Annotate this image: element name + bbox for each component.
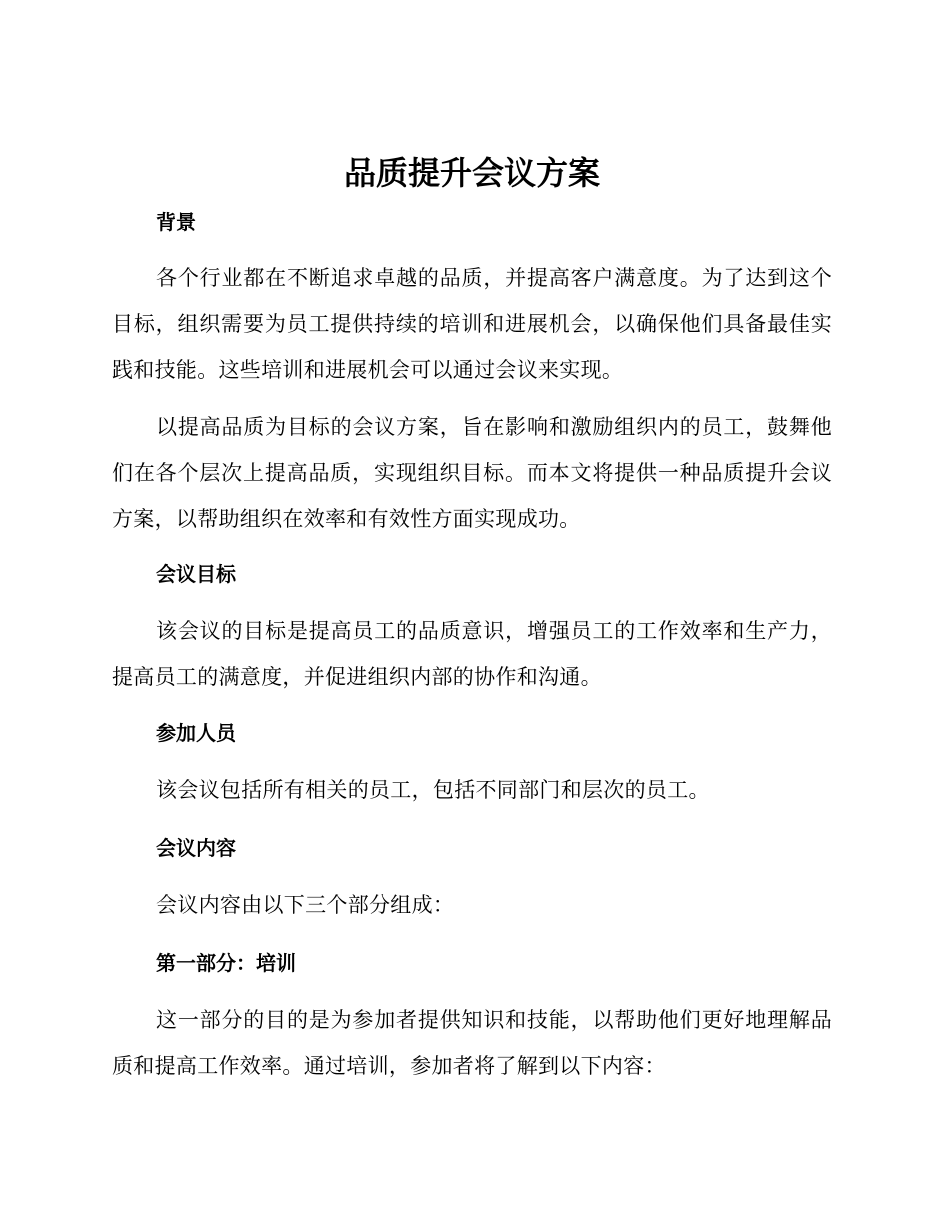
section-heading-meeting-goal: 会议目标 bbox=[156, 562, 236, 586]
paragraph-participants: 该会议包括所有相关的员工，包括不同部门和层次的员工。 bbox=[156, 778, 710, 802]
section-heading-meeting-content: 会议内容 bbox=[156, 836, 236, 860]
paragraph-background-1: 各个行业都在不断追求卓越的品质，并提高客户满意度。为了达到这个目标，组织需要为员工提供持续的培训和进展机会，以确保他们具备最佳实践和技能。这些培训和进展机会可以通过会议来实现。 bbox=[112, 266, 832, 382]
paragraph-part-one-training: 这一部分的目的是为参加者提供知识和技能，以帮助他们更好地理解品质和提高工作效率。通过培训，参加者将了解到以下内容： bbox=[112, 1008, 832, 1078]
section-heading-background: 背景 bbox=[156, 210, 196, 234]
paragraph-background-2: 以提高品质为目标的会议方案，旨在影响和激励组织内的员工，鼓舞他们在各个层次上提高品质，实现组织目标。而本文将提供一种品质提升会议方案，以帮助组织在效率和有效性方面实现成功。 bbox=[112, 415, 832, 531]
paragraph-meeting-goal: 该会议的目标是提高员工的品质意识，增强员工的工作效率和生产力，提高员工的满意度，并促进组织内部的协作和沟通。 bbox=[112, 619, 832, 689]
section-heading-part-one-training: 第一部分：培训 bbox=[156, 951, 296, 975]
section-heading-participants: 参加人员 bbox=[156, 721, 236, 745]
paragraph-meeting-content: 会议内容由以下三个部分组成： bbox=[156, 893, 455, 917]
document-title: 品质提升会议方案 bbox=[343, 154, 600, 192]
